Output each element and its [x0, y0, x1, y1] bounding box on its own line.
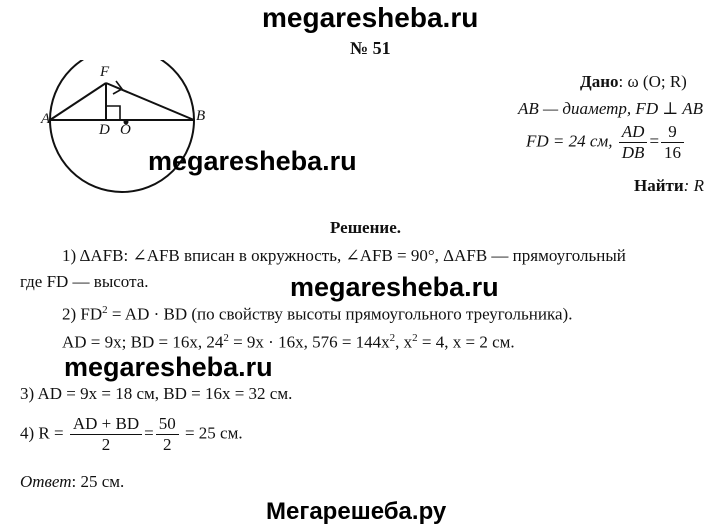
- label-d: D: [99, 122, 110, 138]
- step-2b-part4: = 4, x = 2 см.: [417, 332, 515, 352]
- step-1b: где FD — высота.: [20, 272, 149, 291]
- step-2b-part2: = 9x · 16x, 576 = 144x: [228, 332, 390, 352]
- watermark-2: megaresheba.ru: [290, 272, 499, 302]
- label-a: A: [41, 111, 51, 127]
- step-2b-sq2: 2: [389, 332, 396, 344]
- step-3: 3) AD = 9x = 18 см, BD = 16x = 32 см.: [20, 384, 293, 403]
- answer-label: Ответ: [20, 472, 72, 491]
- answer-value: : 25 см.: [71, 472, 125, 491]
- find-r: : R: [683, 176, 704, 195]
- label-o: O: [120, 122, 131, 138]
- label-b: B: [196, 108, 206, 124]
- find-line: [634, 176, 704, 196]
- given-line-3: [526, 122, 686, 163]
- step-4-result: = 25 см.: [184, 423, 243, 443]
- solution-title: Решение.: [330, 218, 401, 237]
- step-2-fd: 2) FD: [62, 304, 103, 324]
- step-4-r: 4) R =: [20, 423, 64, 443]
- watermark-3: megaresheba.ru: [64, 352, 273, 382]
- ratio-16: 16: [664, 143, 682, 162]
- given-line-2: AB — диаметр, FD ⊥ AB: [518, 99, 704, 118]
- step-4-eq: =: [144, 423, 154, 443]
- radius-fraction: [70, 414, 142, 455]
- step-1a: 1) ΔAFB: ∠AFB вписан в окружность, ∠AFB = 90°, ΔAFB — прямоугольный: [62, 246, 626, 265]
- given-circle: : ω (O; R): [618, 72, 687, 91]
- radius-numerator: AD + BD: [70, 414, 142, 435]
- ratio-denominator: DB: [621, 143, 645, 162]
- given-line-1: [580, 72, 687, 92]
- find-label: Найти: [634, 176, 684, 195]
- ratio-9: 9: [661, 122, 684, 143]
- step-2b-part1: AD = 9x; BD = 16x, 24: [62, 332, 224, 352]
- step-2: [62, 304, 572, 325]
- step-2b-sq3: 2: [412, 332, 418, 344]
- ratio-ad-db: [619, 122, 648, 163]
- geometry-figure: [36, 60, 216, 220]
- step-2b-sq1: 2: [223, 332, 229, 344]
- segment-af: [50, 83, 106, 120]
- step-4: [20, 414, 243, 455]
- given-fd: FD = 24 см,: [526, 131, 613, 151]
- ratio-equals: =: [649, 131, 660, 151]
- ratio-9-16: [661, 122, 684, 163]
- step-2b: [62, 332, 515, 353]
- label-f: F: [100, 64, 110, 80]
- right-angle-d: [106, 106, 120, 120]
- watermark-1: megaresheba.ru: [148, 146, 357, 176]
- site-title: megaresheba.ru: [262, 2, 479, 33]
- ratio-numerator: AD: [619, 122, 648, 143]
- radius-2: 2: [162, 435, 172, 454]
- step-2-sq: 2: [102, 304, 108, 316]
- step-2-rest: = AD · BD (по свойству высоты прямоугольного треугольника).: [107, 304, 573, 324]
- radius-value-fraction: [156, 414, 179, 455]
- answer-line: [20, 472, 124, 492]
- step-2b-part3: , x: [395, 332, 413, 352]
- footer-site: Мегарешеба.ру: [266, 498, 447, 525]
- radius-50: 50: [156, 414, 179, 435]
- given-label: Дано: [580, 72, 619, 91]
- problem-number: № 51: [350, 38, 391, 58]
- radius-denominator: 2: [101, 435, 111, 454]
